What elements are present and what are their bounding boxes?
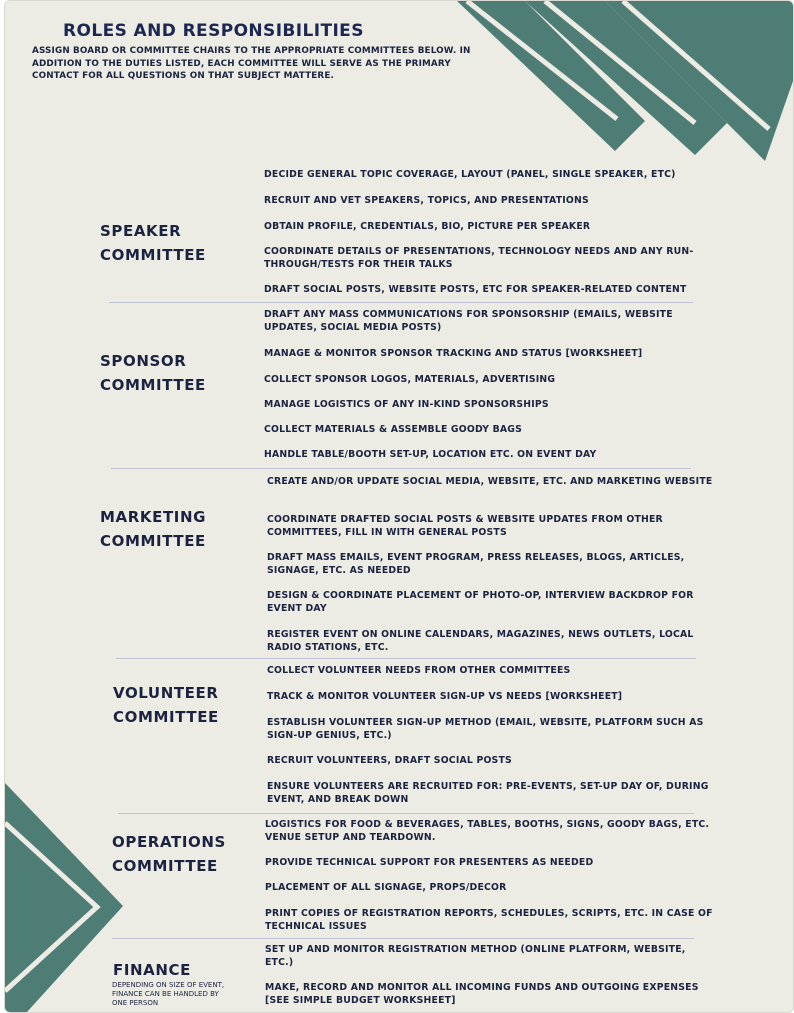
- volunteer-committee-title: VOLUNTEER COMMITTEE: [113, 684, 219, 726]
- operations-duty: LOGISTICS FOR FOOD & BEVERAGES, TABLES, BOOTHS, SIGNS, GOODY BAGS, ETC. VENUE SETUP AND TEARDOWN.: [265, 819, 710, 843]
- operations-committee-title: OPERATIONS COMMITTEE: [112, 833, 226, 875]
- section-divider: [112, 938, 694, 939]
- marketing-duty: CREATE AND/OR UPDATE SOCIAL MEDIA, WEBSITE, ETC. AND MARKETING WEBSITE: [267, 476, 713, 487]
- finance-note: DEPENDING ON SIZE OF EVENT, FINANCE CAN BE HANDLED BY ONE PERSON: [112, 981, 225, 1007]
- speaker-duty: DRAFT SOCIAL POSTS, WEBSITE POSTS, ETC FOR SPEAKER-RELATED CONTENT: [264, 284, 687, 295]
- volunteer-duty: COLLECT VOLUNTEER NEEDS FROM OTHER COMMITTEES: [267, 665, 571, 676]
- intro-text: ASSIGN BOARD OR COMMITTEE CHAIRS TO THE APPROPRIATE COMMITTEES BELOW. IN ADDITION TO THE DUTIES LISTED, EACH COMMITTEE WILL SERVE AS THE PRIMARY CONTACT FOR ALL QUESTIONS ON THAT SUBJECT MATTERE.: [32, 46, 471, 81]
- section-divider: [109, 302, 693, 303]
- speaker-duty: RECRUIT AND VET SPEAKERS, TOPICS, AND PRESENTATIONS: [264, 195, 589, 206]
- speaker-duty: OBTAIN PROFILE, CREDENTIALS, BIO, PICTURE PER SPEAKER: [264, 221, 591, 232]
- section-divider: [111, 468, 691, 469]
- volunteer-duty: TRACK & MONITOR VOLUNTEER SIGN-UP VS NEEDS [WORKSHEET]: [267, 691, 623, 702]
- sponsor-duty: HANDLE TABLE/BOOTH SET-UP, LOCATION ETC. ON EVENT DAY: [264, 449, 597, 460]
- volunteer-duty: ENSURE VOLUNTEERS ARE RECRUITED FOR: PRE-EVENTS, SET-UP DAY OF, DURING EVENT, AND BREAK DOWN: [267, 781, 709, 805]
- marketing-duty: DRAFT MASS EMAILS, EVENT PROGRAM, PRESS RELEASES, BLOGS, ARTICLES, SIGNAGE, ETC. AS NEEDED: [267, 552, 685, 576]
- sponsor-duty: DRAFT ANY MASS COMMUNICATIONS FOR SPONSORSHIP (EMAILS, WEBSITE UPDATES, SOCIAL MEDIA POSTS): [264, 309, 673, 333]
- finance-duty: SET UP AND MONITOR REGISTRATION METHOD (ONLINE PLATFORM, WEBSITE, ETC.): [265, 944, 686, 968]
- section-divider: [116, 658, 696, 659]
- page-title: ROLES AND RESPONSIBILITIES: [63, 21, 364, 41]
- marketing-committee-title: MARKETING COMMITTEE: [100, 508, 207, 550]
- sponsor-duty: COLLECT MATERIALS & ASSEMBLE GOODY BAGS: [264, 424, 522, 435]
- finance-committee-title: FINANCE: [113, 961, 191, 979]
- marketing-duty: COORDINATE DRAFTED SOCIAL POSTS & WEBSITE UPDATES FROM OTHER COMMITTEES, FILL IN WITH GENERAL POSTS: [267, 514, 663, 538]
- volunteer-duty: RECRUIT VOLUNTEERS, DRAFT SOCIAL POSTS: [267, 755, 512, 766]
- operations-duty: PROVIDE TECHNICAL SUPPORT FOR PRESENTERS AS NEEDED: [265, 857, 594, 868]
- operations-duty: PRINT COPIES OF REGISTRATION REPORTS, SCHEDULES, SCRIPTS, ETC. IN CASE OF TECHNICAL ISSUES: [265, 908, 713, 932]
- speaker-committee-title: SPEAKER COMMITTEE: [100, 222, 206, 264]
- marketing-duty: DESIGN & COORDINATE PLACEMENT OF PHOTO-OP, INTERVIEW BACKDROP FOR EVENT DAY: [267, 590, 694, 614]
- document-page: [4, 0, 794, 1013]
- sponsor-committee-title: SPONSOR COMMITTEE: [100, 352, 206, 394]
- speaker-duty: DECIDE GENERAL TOPIC COVERAGE, LAYOUT (PANEL, SINGLE SPEAKER, ETC): [264, 169, 676, 180]
- speaker-duty: COORDINATE DETAILS OF PRESENTATIONS, TECHNOLOGY NEEDS AND ANY RUN-THROUGH/TESTS FOR THEIR TALKS: [264, 246, 694, 270]
- volunteer-duty: ESTABLISH VOLUNTEER SIGN-UP METHOD (EMAIL, WEBSITE, PLATFORM SUCH AS SIGN-UP GENIUS, ETC.): [267, 717, 704, 741]
- finance-duty: MAKE, RECORD AND MONITOR ALL INCOMING FUNDS AND OUTGOING EXPENSES [SEE SIMPLE BUDGET WORKSHEET]: [265, 982, 699, 1006]
- sponsor-duty: MANAGE & MONITOR SPONSOR TRACKING AND STATUS [WORKSHEET]: [264, 348, 643, 359]
- marketing-duty: REGISTER EVENT ON ONLINE CALENDARS, MAGAZINES, NEWS OUTLETS, LOCAL RADIO STATIONS, ETC.: [267, 629, 694, 653]
- sponsor-duty: MANAGE LOGISTICS OF ANY IN-KIND SPONSORSHIPS: [264, 399, 549, 410]
- operations-duty: PLACEMENT OF ALL SIGNAGE, PROPS/DECOR: [265, 882, 507, 893]
- section-divider: [118, 813, 694, 814]
- sponsor-duty: COLLECT SPONSOR LOGOS, MATERIALS, ADVERTISING: [264, 374, 556, 385]
